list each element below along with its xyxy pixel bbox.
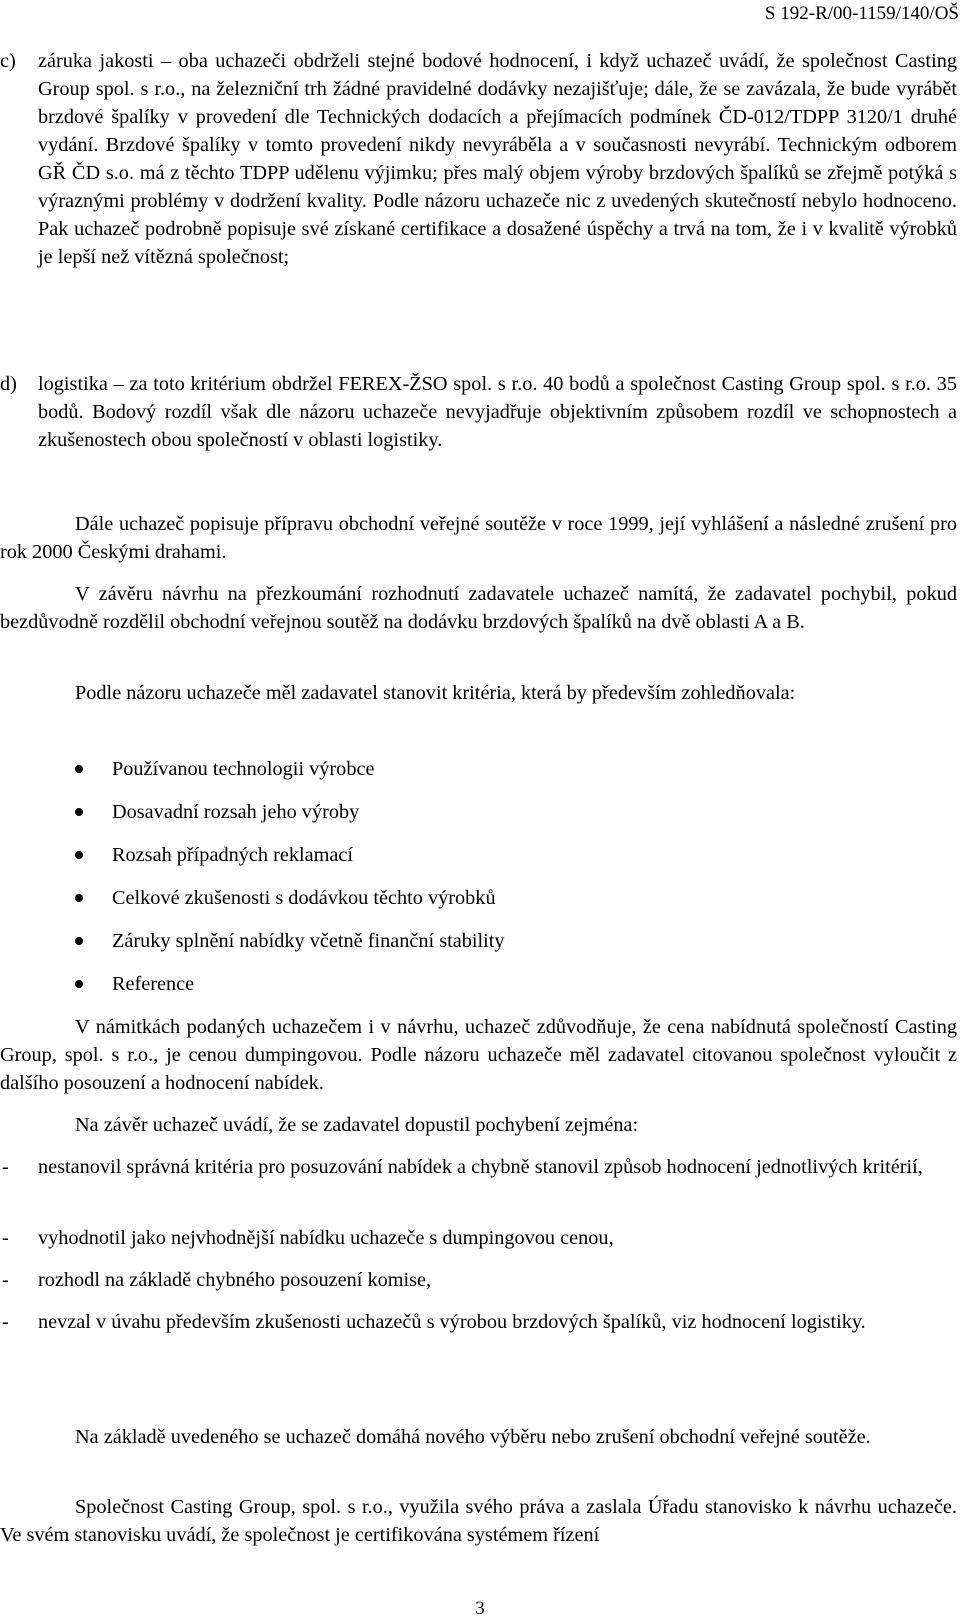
error-text: nestanovil správná kritéria pro posuzování nabídek a chybně stanovil způsob hodnocení jednotlivých kritérií,: [38, 1156, 923, 1178]
paragraph: Společnost Casting Group, spol. s r.o., využila svého práva a zaslala Úřadu stanovisko k návrhu uchazeče. Ve svém stanovisku uvádí, že společnost je certifikována systémem řízení: [0, 1496, 957, 1546]
paragraph: Podle názoru uchazeče měl zadavatel stanovit kritéria, která by především zohledňovala:: [75, 682, 796, 704]
error-text: vyhodnotil jako nejvhodnější nabídku uchazeče s dumpingovou cenou,: [38, 1227, 614, 1249]
criteria-list: [0, 755, 940, 1013]
error-item: [0, 1153, 957, 1181]
bullet-icon: [75, 894, 83, 902]
bullet-item: Dosavadní rozsah jeho výroby: [0, 798, 940, 841]
list-item-label: c): [0, 50, 16, 72]
error-item: [0, 1308, 957, 1336]
list-item-text: logistika – za toto kritérium obdržel FEREX-ŽSO spol. s r.o. 40 bodů a společnost Casting Group spol. s r.o. 35 bodů. Bodový rozdíl však dle názoru uchazeče nevyjadřuje objektivním způsobem rozdíl ve schopnostech a zkušenostech obou společností v oblasti logistiky.: [38, 373, 957, 451]
document-reference: S 192-R/00-1159/140/OŠ: [764, 3, 959, 24]
paragraph: Na základě uvedeného se uchazeč domáhá nového výběru nebo zrušení obchodní veřejné soutěže.: [75, 1426, 871, 1448]
paragraph: Dále uchazeč popisuje přípravu obchodní veřejné soutěže v roce 1999, její vyhlášení a následné zrušení pro rok 2000 Českými drahami.: [0, 513, 957, 563]
list-item-d: [0, 370, 957, 454]
error-text: rozhodl na základě chybného posouzení komise,: [38, 1269, 432, 1291]
paragraph: V námitkách podaných uchazečem i v návrhu, uchazeč zdůvodňuje, že cena nabídnutá společností Casting Group, spol. s r.o., je cenou dumpingovou. Podle názoru uchazeče měl zadavatel citovanou společnost vyloučit z dalšího posouzení a hodnocení nabídek.: [0, 1016, 957, 1094]
bullet-item: Rozsah případných reklamací: [0, 841, 940, 884]
list-item-text: záruka jakosti – oba uchazeči obdrželi stejné bodové hodnocení, i když uchazeč uvádí, že společnost Casting Group spol. s r.o., na železniční trh žádné pravidelné dodávky nezajišťuje; dále, že se zavázala, že bude vyrábět brzdové špalíky v provedení dle Technických dodacích a přejímacích podmínek ČD-012/TDPP 3120/1 druhé vydání. Brzdové špalíky v tomto provedení nikdy nevyráběla a v současnosti nevyrábí. Technickým odborem GŘ ČD s.o. má z těchto TDPP udělenu výjimku; přes malý objem výroby brzdových špalíků se zřejmě potýká s výraznými problémy v dodržení kvality. Podle názoru uchazeče nic z uvedených skutečností nebylo hodnoceno. Pak uchazeč podrobně popisuje své získané certifikace a dosažené úspěchy a trvá na tom, že i v kvalitě výrobků je lepší než vítězná společnost;: [38, 50, 957, 268]
dash-label: -: [2, 1156, 9, 1178]
bullet-icon: [75, 765, 83, 773]
paragraph: Na závěr uchazeč uvádí, že se zadavatel dopustil pochybení zejména:: [75, 1114, 639, 1136]
error-text: nevzal v úvahu především zkušenosti uchazečů s výrobou brzdových špalíků, viz hodnocení logistiky.: [38, 1311, 866, 1333]
bullet-item: Celkové zkušenosti s dodávkou těchto výrobků: [0, 884, 940, 927]
bullet-icon: [75, 808, 83, 816]
dash-label: -: [2, 1269, 9, 1291]
error-item: [0, 1224, 957, 1252]
bullet-icon: [75, 937, 83, 945]
bullet-icon: [75, 851, 83, 859]
bullet-icon: [75, 980, 83, 988]
bullet-item: Záruky splnění nabídky včetně finanční stability: [0, 927, 940, 970]
paragraph: V závěru návrhu na přezkoumání rozhodnutí zadavatele uchazeč namítá, že zadavatel pochybil, pokud bezdůvodně rozdělil obchodní veřejnou soutěž na dodávku brzdových špalíků na dvě oblasti A a B.: [0, 583, 957, 633]
dash-label: -: [2, 1311, 9, 1333]
error-item: [0, 1266, 957, 1294]
list-item-label: d): [0, 373, 17, 395]
dash-label: -: [2, 1227, 9, 1249]
list-item-c: [0, 47, 957, 271]
page-number: 3: [475, 1598, 485, 1619]
bullet-item: Používanou technologii výrobce: [0, 755, 940, 798]
bullet-item: Reference: [0, 970, 940, 1013]
